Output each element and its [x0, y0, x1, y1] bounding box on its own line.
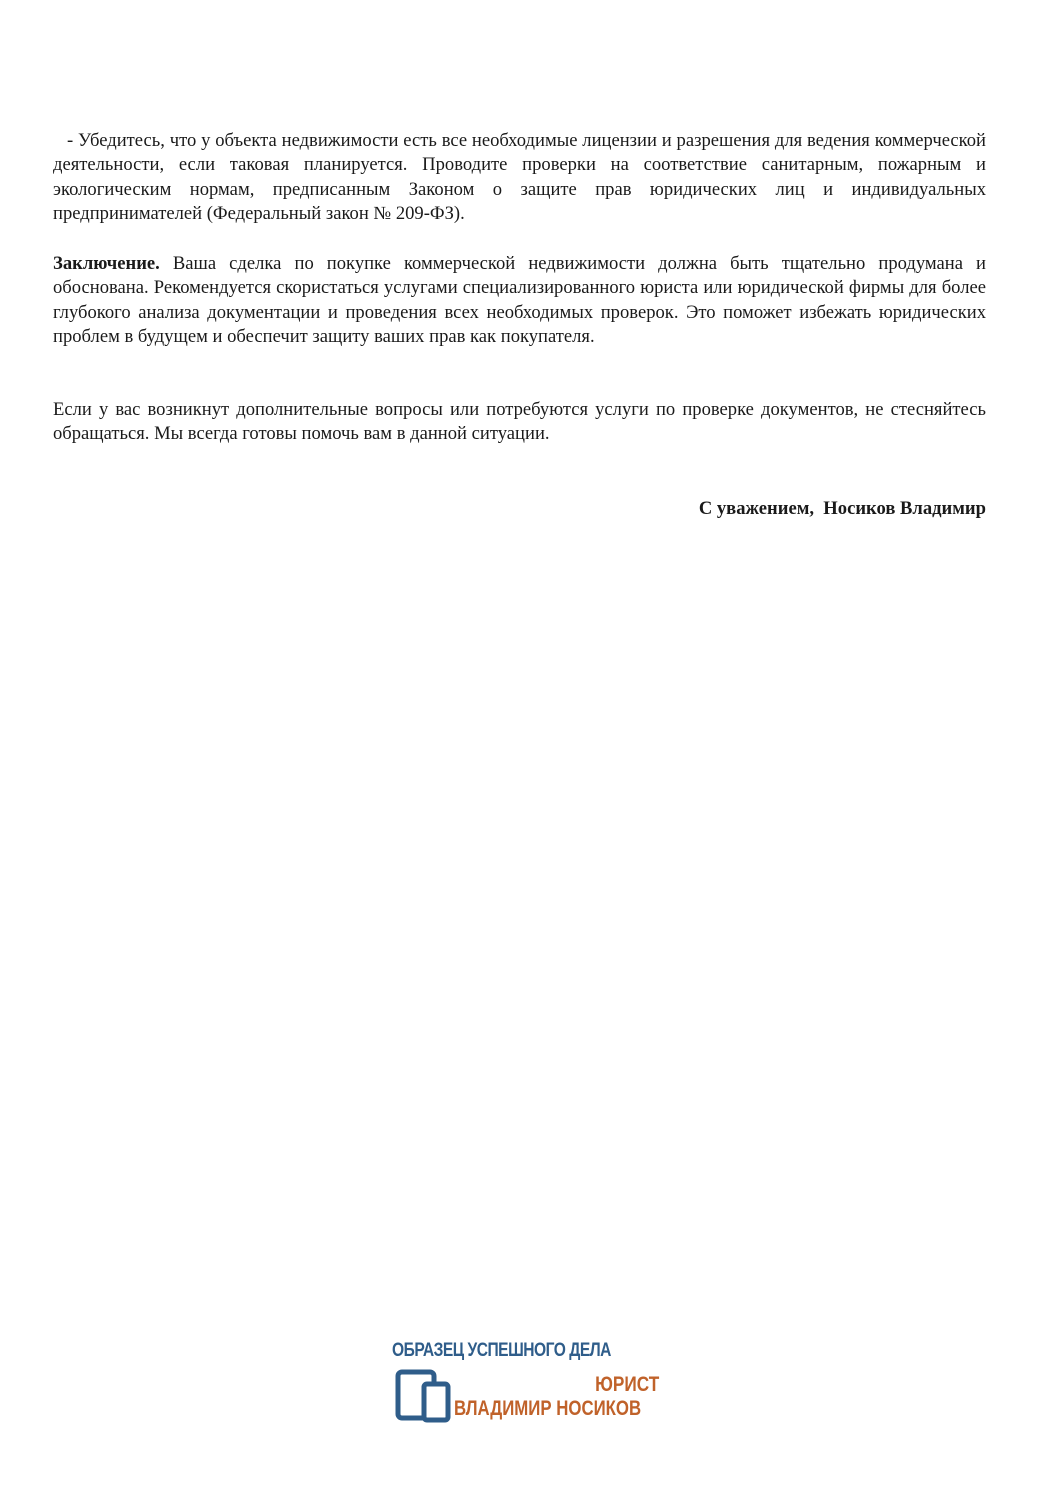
conclusion-text: Ваша сделка по покупке коммерческой недвижимости должна быть тщательно продумана и обоснована. Рекомендуется скористаться услугами специализированного юриста или юридической фирмы для более глубокого анализа документации и проведения всех необходимых проверок. Это поможет избежать юридических проблем в будущем и обеспечит защиту ваших прав как покупателя.: [53, 253, 986, 347]
logo-name: ВЛАДИМИР НОСИКОВ: [454, 1397, 642, 1420]
logo-tagline: ОБРАЗЕЦ УСПЕШНОГО ДЕЛА: [392, 1340, 611, 1361]
signature: С уважением, Носиков Владимир: [698, 498, 986, 519]
documents-icon: [394, 1366, 452, 1424]
conclusion-label: Заключение.: [53, 253, 160, 274]
paragraph-licenses: - Убедитесь, что у объекта недвижимости есть все необходимые лицензии и разрешения для ведения коммерческой деятельности, если таковая планируется. Проводите проверки на соответствие санитарным, пожарным и экологическим нормам, предписанным Законом о защите прав юридических лиц и индивидуальных предпринимателей (Федеральный закон № 209-ФЗ).: [53, 130, 986, 224]
company-logo: [392, 1340, 667, 1430]
paragraph-contact: Если у вас возникнут дополнительные вопросы или потребуются услуги по проверке документов, не стесняйтесь обращаться. Мы всегда готовы помочь вам в данной ситуации.: [53, 399, 986, 445]
paragraph-conclusion: [53, 252, 986, 349]
logo-title: ЮРИСТ: [594, 1373, 659, 1396]
